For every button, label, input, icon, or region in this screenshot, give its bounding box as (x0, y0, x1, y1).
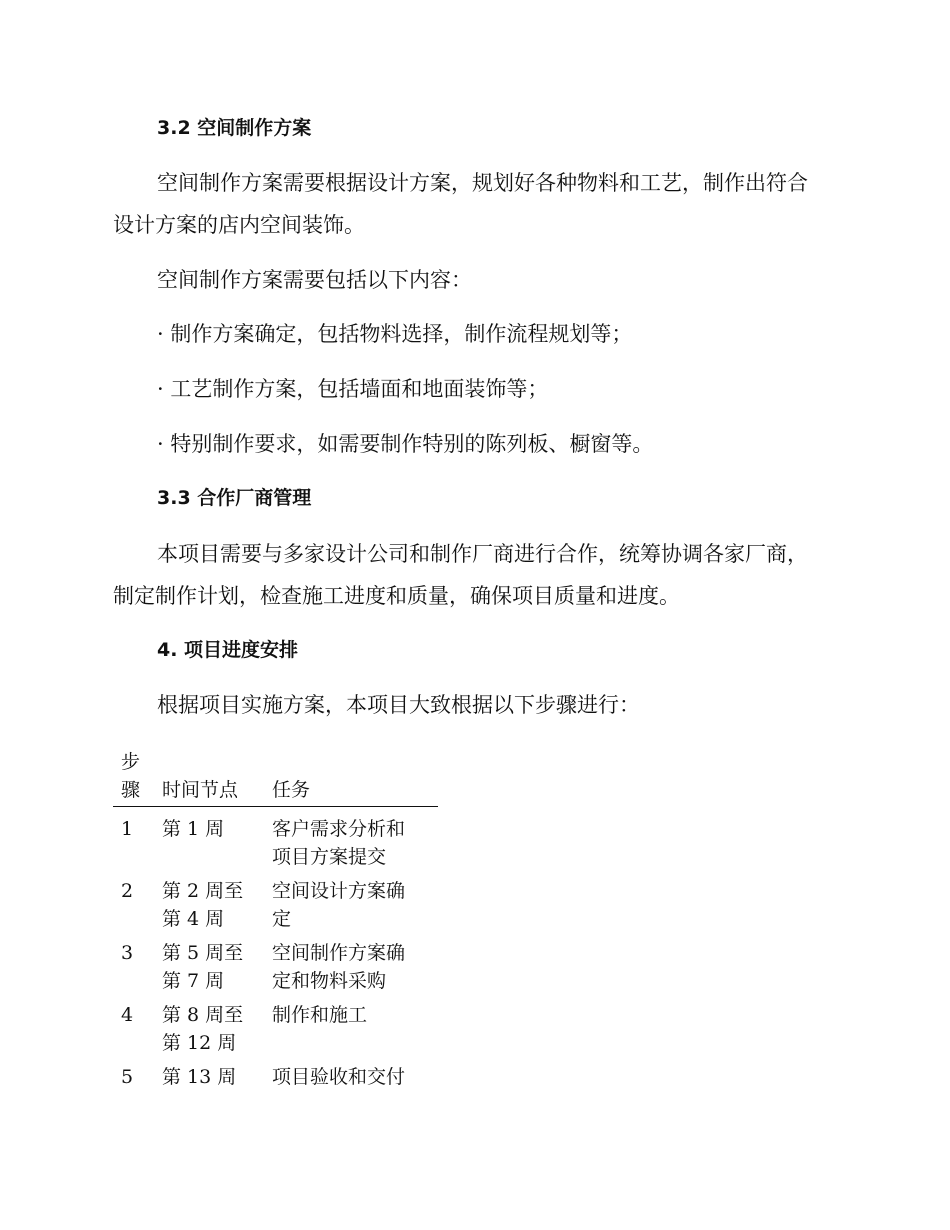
cell-step: 4 (121, 1004, 134, 1026)
table-body (113, 807, 438, 1092)
cell-time: 第 2 周至 第 4 周 (162, 880, 244, 930)
header-step: 步 骤 (113, 748, 162, 807)
cell-task: 制作和施工 (272, 1004, 368, 1026)
schedule-table (113, 748, 438, 1091)
table-row (113, 807, 438, 872)
cell-task: 空间制作方案确 定和物料采购 (272, 942, 406, 992)
bullet-item-1: · 制作方案确定，包括物料选择，制作流程规划等； (157, 322, 633, 346)
cell-step: 2 (121, 880, 134, 902)
paragraph-3-2-line-1: 空间制作方案需要根据设计方案，规划好各种物料和工艺，制作出符合 (157, 171, 808, 195)
paragraph-3-2-line-2: 设计方案的店内空间装饰。 (113, 213, 365, 237)
table-row (113, 871, 438, 933)
cell-step: 1 (121, 818, 134, 840)
cell-time: 第 8 周至 第 12 周 (162, 1004, 244, 1054)
cell-step: 5 (121, 1066, 134, 1088)
cell-step: 3 (121, 942, 134, 964)
paragraph-3-3-line-2: 制定制作计划，检查施工进度和质量，确保项目质量和进度。 (113, 584, 680, 608)
header-task: 任务 (272, 748, 438, 807)
header-time: 时间节点 (162, 748, 272, 807)
bullet-item-3: · 特别制作要求，如需要制作特别的陈列板、橱窗等。 (157, 432, 654, 456)
cell-time: 第 5 周至 第 7 周 (162, 942, 244, 992)
table-row (113, 933, 438, 995)
paragraph-3-3-line-1: 本项目需要与多家设计公司和制作厂商进行合作，统筹协调各家厂商， (157, 542, 808, 566)
cell-task: 空间设计方案确 定 (272, 880, 406, 930)
cell-task: 项目验收和交付 (272, 1066, 406, 1088)
cell-time: 第 1 周 (162, 818, 225, 840)
heading-3-3: 3.3 合作厂商管理 (157, 487, 312, 509)
heading-4: 4. 项目进度安排 (157, 639, 299, 661)
cell-task: 客户需求分析和 项目方案提交 (272, 818, 406, 868)
cell-time: 第 13 周 (162, 1066, 237, 1088)
heading-3-2: 3.2 空间制作方案 (157, 117, 312, 139)
table-row (113, 1057, 438, 1091)
paragraph-4: 根据项目实施方案，本项目大致根据以下步骤进行： (157, 693, 640, 717)
table-header-row (113, 748, 438, 807)
table-row (113, 995, 438, 1057)
paragraph-3-2-intro: 空间制作方案需要包括以下内容： (157, 268, 472, 292)
bullet-item-2: · 工艺制作方案，包括墙面和地面装饰等； (157, 377, 549, 401)
